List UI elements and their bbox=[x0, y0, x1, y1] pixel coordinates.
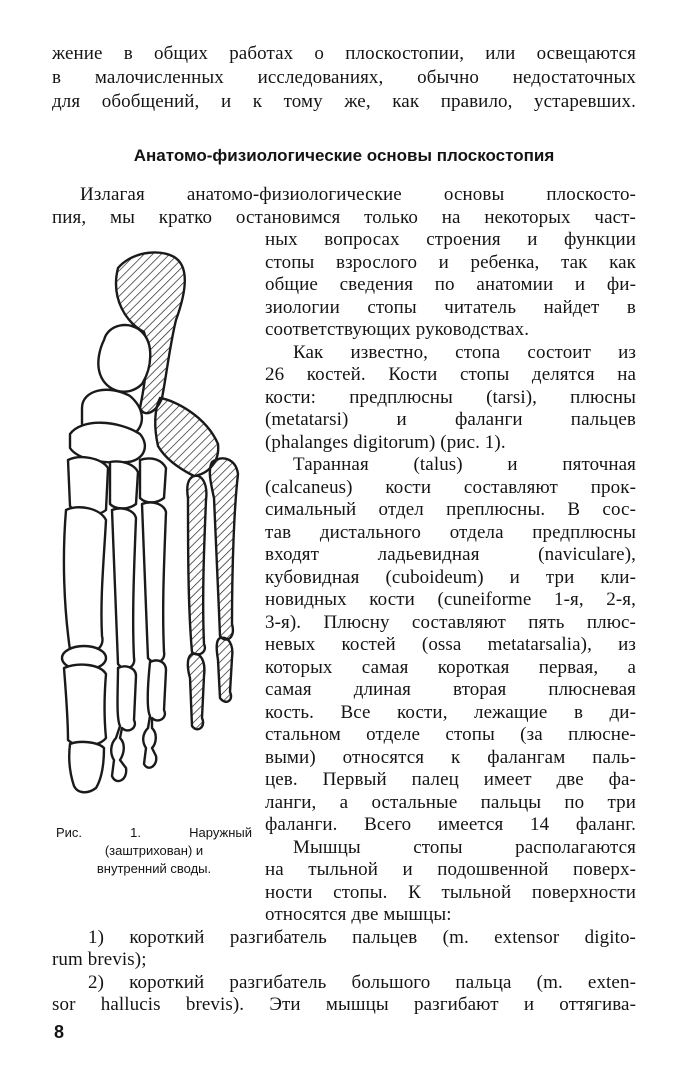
column-text-line: фаланги. Всего имеется 14 фаланг. bbox=[265, 814, 636, 835]
toe-2-phalanges bbox=[111, 666, 136, 781]
column-text-line: соответствующих руководствах. bbox=[265, 319, 530, 340]
list-item-line: sor hallucis brevis). Эти мышцы разгибают и оттягива- bbox=[52, 994, 636, 1015]
column-text-line: которых самая короткая первая, а bbox=[265, 657, 636, 678]
hallux-proximal-phalanx bbox=[64, 665, 106, 746]
column-text-line: тав дистального отдела предплюсны bbox=[265, 522, 636, 543]
column-text-line: относятся две мышцы: bbox=[265, 904, 452, 925]
toe-4 bbox=[188, 654, 205, 730]
column-text-line: на тыльной и подошвенной поверх- bbox=[265, 859, 636, 880]
figure-caption: Рис. 1. Наружный bbox=[56, 825, 252, 840]
column-text-line: кубовидная (cuboideum) и три кли- bbox=[265, 567, 636, 588]
column-text-line: 3-я). Плюсну составляют пять плюс- bbox=[265, 612, 636, 633]
column-text-line: Мышцы стопы располагаются bbox=[293, 837, 636, 858]
cuneiform-3 bbox=[140, 458, 166, 502]
paragraph-first-line: Излагая анатомо-физиологические основы плоскосто- bbox=[80, 184, 636, 205]
column-text-line: новидных кости (cuneiforme 1-я, 2-я, bbox=[265, 589, 636, 610]
metatarsal-5 bbox=[210, 458, 238, 639]
toe-5 bbox=[217, 638, 233, 702]
metatarsal-3 bbox=[142, 502, 166, 662]
figure-caption: внутренний своды. bbox=[96, 861, 212, 876]
column-text-line: 26 костей. Кости стопы делятся на bbox=[265, 364, 636, 385]
column-text-line: входят ладьевидная (naviculare), bbox=[265, 544, 636, 565]
list-item-line: 1) короткий разгибатель пальцев (m. extensor digito- bbox=[88, 927, 636, 948]
body-text-line: для обобщений, и к тому же, как правило, устаревших. bbox=[52, 91, 636, 112]
column-text-line: ных вопросах строения и функции bbox=[265, 229, 636, 250]
section-heading: Анатомо-физиологические основы плоскостопия bbox=[133, 146, 555, 165]
list-item-line: 2) короткий разгибатель большого пальца (m. exten- bbox=[88, 972, 636, 993]
column-text-line: (phalanges digitorum) (рис. 1). bbox=[265, 432, 506, 453]
column-text-line: Таранная (talus) и пяточная bbox=[293, 454, 636, 475]
column-text-line: (calcaneus) кости составляют прок- bbox=[265, 477, 636, 498]
body-text-line: пия, мы кратко остановимся только на некоторых част- bbox=[52, 207, 636, 228]
hallux-distal-phalanx bbox=[69, 742, 104, 792]
foot-skeleton-figure bbox=[48, 248, 260, 818]
column-text-line: невых костей (ossa metatarsalia), из bbox=[265, 634, 636, 655]
column-text-line: кости: предплюсны (tarsi), плюсны bbox=[265, 387, 636, 408]
column-text-line: ланги, а остальные пальцы по три bbox=[265, 792, 636, 813]
body-text-line: в малочисленных исследованиях, обычно недостаточных bbox=[52, 67, 636, 88]
column-text-line: самая длиная вторая плюсневая bbox=[265, 679, 636, 700]
column-text-line: цев. Первый палец имеет две фа- bbox=[265, 769, 636, 790]
column-text-line: (metatarsi) и фаланги пальцев bbox=[265, 409, 636, 430]
cuneiform-2 bbox=[110, 461, 138, 508]
page-number: 8 bbox=[54, 1022, 65, 1042]
column-text-line: симальный отдел преплюсны. В сос- bbox=[265, 499, 636, 520]
column-text-line: общие сведения по анатомии и фи- bbox=[265, 274, 636, 295]
metatarsal-2 bbox=[112, 508, 136, 668]
body-text-line: жение в общих работах о плоскостопии, или освещаются bbox=[52, 43, 636, 64]
column-text-line: Как известно, стопа состоит из bbox=[293, 342, 636, 363]
metatarsal-4 bbox=[187, 476, 206, 655]
column-text-line: стопы взрослого и ребенка, так как bbox=[265, 252, 636, 273]
metatarsal-1 bbox=[64, 507, 106, 653]
list-item-line: rum brevis); bbox=[52, 949, 147, 970]
talus-bone bbox=[98, 325, 150, 392]
figure-caption: (заштрихован) и bbox=[104, 843, 204, 858]
column-text-line: зиологии стопы читатель найдет в bbox=[265, 297, 636, 318]
column-text-line: ности стопы. К тыльной поверхности bbox=[265, 882, 636, 903]
column-text-line: выми) относятся к фалангам паль- bbox=[265, 747, 636, 768]
toe-3-phalanges bbox=[143, 660, 166, 767]
column-text-line: стальном отделе стопы (за плюсне- bbox=[265, 724, 636, 745]
column-text-line: кость. Все кости, лежащие в ди- bbox=[265, 702, 636, 723]
